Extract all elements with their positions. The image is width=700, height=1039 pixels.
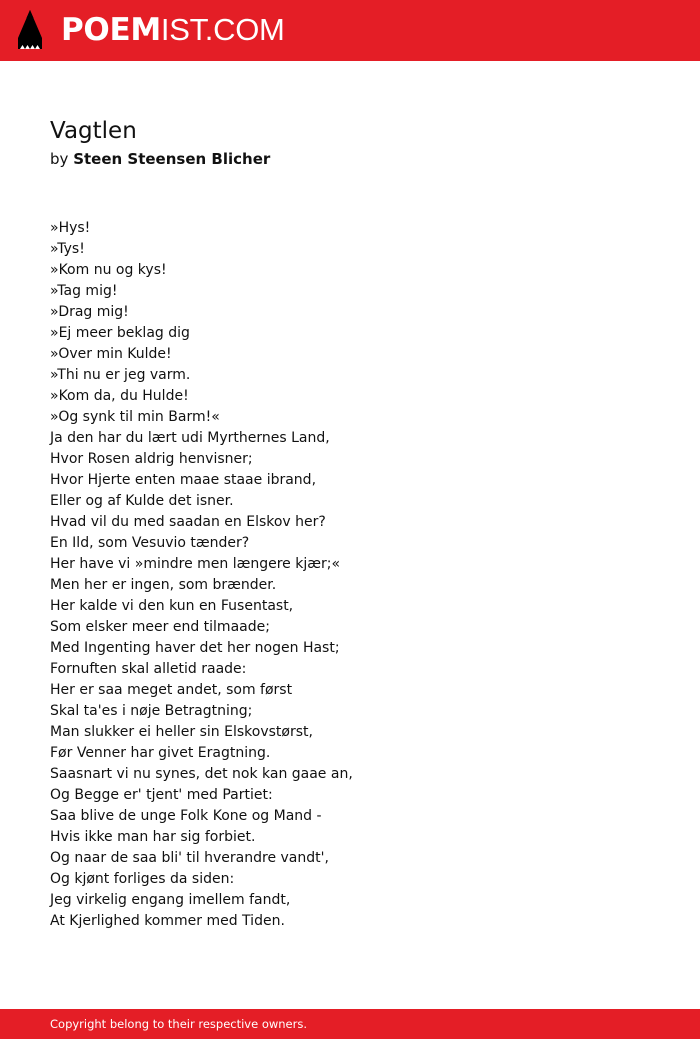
poem-line: Før Venner har givet Eragtning. xyxy=(50,745,271,761)
poem-line: Saa blive de unge Folk Kone og Mand - xyxy=(50,808,322,824)
poem-line: »Over min Kulde! xyxy=(50,346,172,362)
poem-title: Vagtlen xyxy=(50,118,137,144)
poem-line: Jeg virkelig engang imellem fandt, xyxy=(50,892,291,908)
site-header xyxy=(0,0,700,61)
poem-line: Med Ingenting haver det her nogen Hast; xyxy=(50,640,340,656)
poem-line: »Thi nu er jeg varm. xyxy=(50,367,191,383)
poem-line: Hvis ikke man har sig forbiet. xyxy=(50,829,256,845)
poem-line: Og Begge er' tjent' med Partiet: xyxy=(50,787,273,803)
poem-line: »Tag mig! xyxy=(50,283,118,299)
poem-line: Her er saa meget andet, som først xyxy=(50,682,293,698)
poem-line: Her kalde vi den kun en Fusentast, xyxy=(50,598,294,614)
poem-line: Ja den har du lært udi Myrthernes Land, xyxy=(50,430,330,446)
author-name: Steen Steensen Blicher xyxy=(73,150,271,168)
poem-line: At Kjerlighed kommer med Tiden. xyxy=(50,913,285,929)
poem-line: Men her er ingen, som brænder. xyxy=(50,577,277,593)
by-label: by xyxy=(50,150,69,168)
pencil-tip-icon[interactable] xyxy=(17,9,43,51)
copyright-notice: Copyright belong to their respective owners. xyxy=(50,1017,308,1031)
poem-line: Fornuften skal alletid raade: xyxy=(50,661,247,677)
poem-line: Skal ta'es i nøje Betragtning; xyxy=(50,703,253,719)
poem-line: »Kom nu og kys! xyxy=(50,262,167,278)
poem-line: Hvor Hjerte enten maae staae ibrand, xyxy=(50,472,317,488)
poem-line: Man slukker ei heller sin Elskovstørst, xyxy=(50,724,313,740)
poem-line: Og naar de saa bli' til hverandre vandt', xyxy=(50,850,329,866)
poem-line: »Og synk til min Barm!« xyxy=(50,409,220,425)
poem-line: »Kom da, du Hulde! xyxy=(50,388,189,404)
poem-line: »Ej meer beklag dig xyxy=(50,325,190,341)
poem-line: »Hys! xyxy=(50,220,91,236)
poem-line: Hvor Rosen aldrig henvisner; xyxy=(50,451,253,467)
poem-line: »Drag mig! xyxy=(50,304,129,320)
poem-byline xyxy=(50,148,270,170)
poem-line: Her have vi »mindre men længere kjær;« xyxy=(50,556,341,572)
poem-line: Saasnart vi nu synes, det nok kan gaae an, xyxy=(50,766,353,782)
poem-line: Som elsker meer end tilmaade; xyxy=(50,619,270,635)
logo-brand-light: IST.COM xyxy=(160,12,285,47)
poem-body xyxy=(50,218,650,932)
poem-line: En Ild, som Vesuvio tænder? xyxy=(50,535,250,551)
poem-line: Og kjønt forliges da siden: xyxy=(50,871,235,887)
poem-line: Eller og af Kulde det isner. xyxy=(50,493,234,509)
site-footer xyxy=(0,1009,700,1039)
logo-brand-bold: POEM xyxy=(61,12,161,48)
poem-line: Hvad vil du med saadan en Elskov her? xyxy=(50,514,326,530)
site-logo[interactable] xyxy=(61,11,285,49)
poem-line: »Tys! xyxy=(50,241,85,257)
